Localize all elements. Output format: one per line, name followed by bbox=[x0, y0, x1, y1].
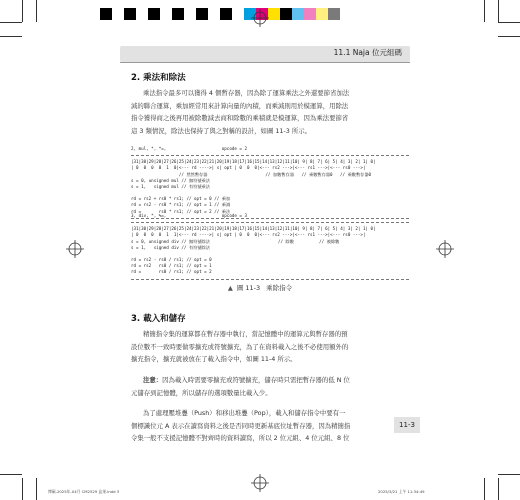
crop-mark-top-left-v2 bbox=[36, 0, 37, 22]
code-line: 3, div, *, %=, opcode = 3 bbox=[131, 213, 247, 218]
code-line: s = 0, unsigned div // 無符號除法 // 除數 // 被除數 bbox=[131, 238, 340, 244]
section-heading-load-store: 3. 載入和儲存 bbox=[131, 314, 186, 324]
paragraph-load-store-note bbox=[131, 374, 406, 399]
registration-mark-right bbox=[436, 240, 454, 258]
crop-mark-top-right-h bbox=[498, 22, 520, 23]
para-line: 擴充指令，擴充就被放在了載入指令中，如圖 11-4 所示。 bbox=[131, 355, 297, 363]
registration-mark-left bbox=[66, 240, 84, 258]
caption-number: 圖 11-3 bbox=[236, 284, 261, 292]
para-line: 指令獲得商之後再用被除數減去商和除數的乘積就是模運算，因為乘法要節省 bbox=[131, 114, 349, 122]
caption-triangle-icon: ▲ bbox=[227, 284, 233, 292]
code-figure-div bbox=[131, 213, 409, 283]
crop-mark-bottom-right-v bbox=[498, 478, 499, 500]
registration-mark-top bbox=[251, 9, 269, 27]
code-line: 2, mul, *, *=, opcode = 2 bbox=[131, 146, 247, 151]
note-lead: 注意： bbox=[143, 376, 163, 384]
paragraph-load-store-1 bbox=[131, 328, 406, 366]
crop-mark-top-left-h bbox=[0, 22, 22, 23]
dashed-rule bbox=[131, 222, 409, 223]
code-line: rd = rs0 * rs1; // opt = 2 // 乘法 bbox=[131, 208, 231, 214]
slug-left: 博碩-2025年-04月 CM2529 盒果.indd 3 bbox=[48, 489, 120, 494]
code-figure-mul bbox=[131, 146, 409, 222]
para-line: 元儲存到記憶體，所以儲存的選項數量比載入少。 bbox=[131, 388, 272, 397]
crop-mark-top-right-h2 bbox=[498, 36, 520, 37]
dashed-rule bbox=[131, 155, 409, 156]
code-line: rd = rs2 - rs0 / rs1; // opt = 0 bbox=[131, 256, 212, 262]
color-calibration-bar bbox=[100, 8, 340, 20]
code-line: // 然然暫存器 // 加數暫存器 // 乘數暫存器0 // 乘數暫存器0 bbox=[131, 171, 372, 177]
code-line: |31|30|29|28|27|26|25|24|23|22|21|20|19|18|17|16|15|14|13|12|11|10| 9| 8| 7| 6| 5| 4| 3| 2| 1| 0| bbox=[131, 226, 376, 232]
code-line: |31|30|29|28|27|26|25|24|23|22|21|20|19|18|17|16|15|14|13|12|11|10| 9| 8| 7| 6| 5| 4| 3| 2| 1| 0| bbox=[131, 159, 376, 165]
crop-mark-top-right-v2 bbox=[484, 0, 485, 22]
code-line: rd = rs2 + rs0 * rs1; // opt = 0 // 乘加 bbox=[131, 196, 231, 202]
crop-mark-bottom-right-h bbox=[498, 474, 520, 475]
code-line: s = 1, signed div // 有符號除法 bbox=[131, 244, 210, 250]
page-number: 11-3 bbox=[394, 417, 420, 433]
para-line: 這 3 類情況，除法也保持了與之對稱的設計，如圖 11-3 所示。 bbox=[131, 126, 312, 135]
slug-right: 2025/3/21 上午 11:34:49 bbox=[378, 489, 425, 494]
para-line: 精簡指令集的運算都在暫存器中執行，當記憶體中的運算元與暫存器的預 bbox=[143, 330, 348, 338]
caption-text: 乘除指令 bbox=[266, 284, 293, 292]
para-line: 個標識位元 A 表示在讀寫資料之後是否同時更新基底位址暫存器，因為精簡指 bbox=[131, 421, 351, 430]
code-line: s = 1, signed mul // 有符號乘法 bbox=[131, 183, 210, 189]
para-line: 設位數不一致時要做零擴充或符號擴充，為了在資料載入之後不必使用額外的 bbox=[131, 342, 349, 351]
registration-mark-bottom bbox=[251, 474, 269, 492]
crop-mark-top-left-v bbox=[22, 0, 23, 22]
crop-mark-bottom-right-v2 bbox=[484, 478, 485, 500]
para-line: 減的聯合運算，乘加經常用來計算向量的內積，而乘減則用於模運算，用除法 bbox=[131, 101, 349, 110]
dashed-rule bbox=[131, 279, 409, 280]
code-line: | 0 0 0 0 1 0|<--- rd ---->| s| opt | 0 0 0|<--- rs2 --->|<--- rs1 --->|<--- rs0 --->| bbox=[131, 165, 366, 171]
crop-mark-bottom-left-v bbox=[22, 478, 23, 500]
running-head: 11.1 Naja 位元組碼 bbox=[333, 48, 402, 57]
para-line: 因為載入時需要零擴充或符號擴充，儲存時只需把暫存器的低 N 位 bbox=[162, 376, 350, 384]
paragraph-multiply-divide bbox=[131, 87, 406, 137]
crop-mark-bottom-left-v2 bbox=[36, 478, 37, 500]
code-line: rd = rs2 - rs0 * rs1; // opt = 1 // 乘減 bbox=[131, 202, 231, 208]
code-line: rd = rs0 / rs1; // opt = 2 bbox=[131, 269, 212, 275]
figure-caption bbox=[0, 283, 520, 292]
para-line: 乘法指令最多可以獲得 4 個暫存器，因為除了運算乘法之外還要節省加法 bbox=[143, 89, 350, 97]
code-line: s = 0, unsigned mul // 無符號乘法 bbox=[131, 177, 210, 183]
header-rule bbox=[120, 62, 410, 63]
para-line: 為了處理壓堆疊（Push）和移出堆疊（Pop），載入和儲存指令中要有一 bbox=[143, 409, 346, 417]
code-line: rd = rs2 rs0 / rs1; // opt = 1 bbox=[131, 263, 212, 269]
crop-mark-bottom-left-h bbox=[0, 474, 22, 475]
para-line: 令集一般不支援記憶體不對齊時的資料讀寫，所以 2 位元組、4 位元組、8 位 bbox=[131, 434, 350, 442]
code-line: | 0 0 0 0 1 1|<--- rd ---->| s| opt | 0 0 0|<--- rs2 --->|<--- rs1 --->|<--- rs0 --->| bbox=[131, 232, 366, 238]
paragraph-load-store-2 bbox=[131, 407, 393, 445]
section-heading-multiply-divide: 2. 乘法和除法 bbox=[131, 73, 186, 83]
crop-mark-top-right-v bbox=[498, 0, 499, 22]
crop-mark-top-left-h2 bbox=[0, 36, 22, 37]
